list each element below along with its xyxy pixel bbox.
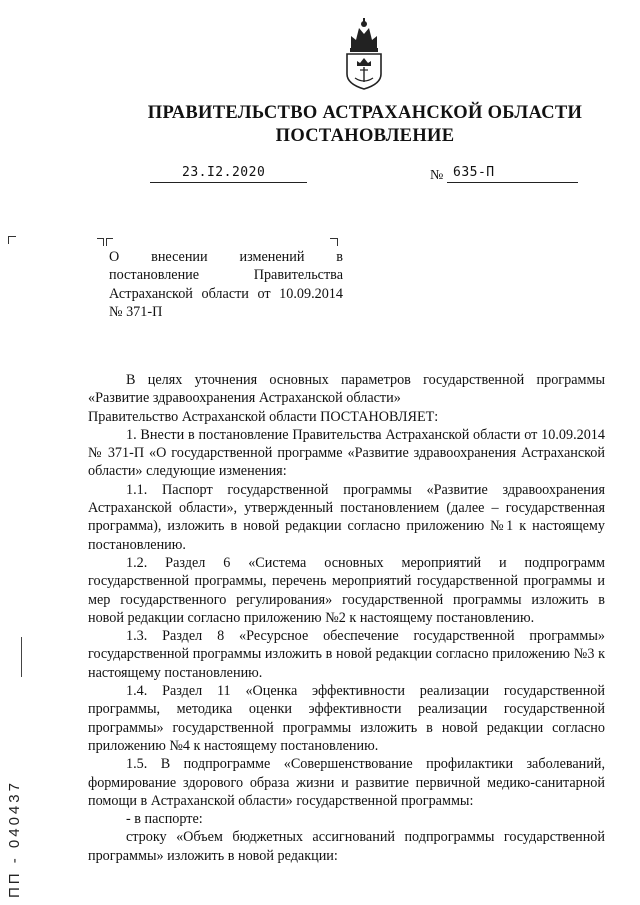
corner-mark-subject-left: [97, 238, 104, 246]
document-date: 23.I2.2020: [182, 165, 266, 180]
corner-mark-subject-left2: [106, 238, 113, 246]
document-number: 635-П: [453, 165, 495, 180]
government-title: ПРАВИТЕЛЬСТВО АСТРАХАНСКОЙ ОБЛАСТИ: [147, 103, 583, 123]
clause-1: 1. Внести в постановление Правительства Астраханской области от 10.09.2014 № 371-П «О государственной программе «Развитие здравоохранения Астраханской области» следующие изменения:: [88, 426, 605, 480]
document-subject: О внесении изменений в постановление Правительства Астраханской области от 10.09.2014 № 371-П: [109, 249, 343, 320]
number-sign: №: [430, 168, 444, 183]
margin-mark: [21, 637, 22, 677]
serial-stamp: ПП - 040437: [6, 780, 23, 898]
number-underline: [447, 181, 578, 183]
intro-paragraph: В целях уточнения основных параметров государственной программы «Развитие здравоохранения Астраханской области»: [88, 372, 605, 407]
passport-paragraph: - в паспорте:: [126, 811, 203, 828]
clause-1-2: 1.2. Раздел 6 «Система основных мероприятий и подпрограмм государственной программы, перечень мероприятий государственной программы и мер государственного регулирования» государственной программы изложить в новой редакции согласно приложению №2 к настоящему постановлению.: [88, 554, 605, 626]
document-type-title: ПОСТАНОВЛЕНИЕ: [275, 126, 455, 146]
decree-paragraph: Правительство Астраханской области ПОСТАНОВЛЯЕТ:: [88, 408, 439, 425]
corner-mark-subject-right: [330, 238, 338, 246]
clause-1-1: 1.1. Паспорт государственной программы «Развитие здравоохранения Астраханской области», утвержденный постановлением (далее – государственная программа), изложить в новой редакции согласно приложению №1 к настоящему постановлению.: [88, 481, 605, 553]
clause-1-4: 1.4. Раздел 11 «Оценка эффективности реализации государственной программы, методика оценки эффективности реализации государственной программы» государственной программы изложить в новой редакции согласно приложению №4 к настоящему постановлению.: [88, 683, 605, 754]
clause-1-5: 1.5. В подпрограмме «Совершенствование профилактики заболеваний, формирование здорового образа жизни и развитие первичной медико-санитарной помощи в Астраханской области» государственной программы:: [88, 756, 605, 809]
document-body: [88, 371, 605, 865]
clause-1-3: 1.3. Раздел 8 «Ресурсное обеспечение государственной программы» государственной программы изложить в новой редакции согласно приложению №3 к настоящему постановлению.: [88, 628, 605, 681]
coat-of-arms-emblem: [343, 18, 385, 90]
date-underline: [150, 181, 307, 183]
row-paragraph: строку «Объем бюджетных ассигнований подпрограммы государственной программы» изложить в новой редакции:: [88, 829, 605, 864]
corner-mark-left: [8, 236, 16, 244]
